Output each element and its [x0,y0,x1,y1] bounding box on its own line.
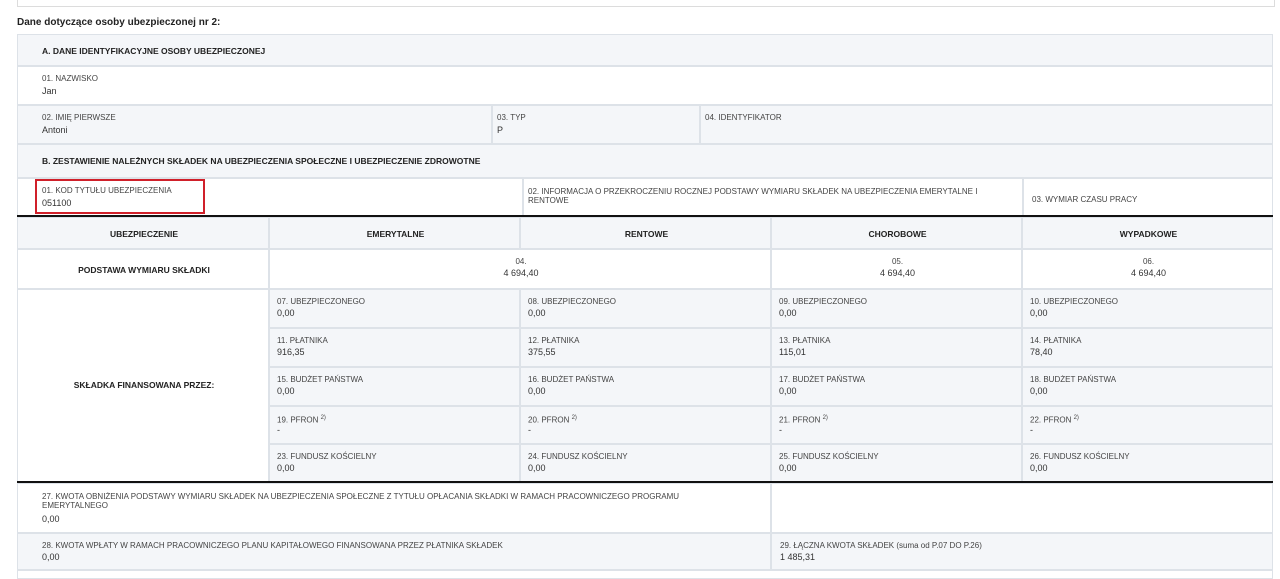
footnote-mark: 2) [1073,415,1079,421]
contribution-cell [1022,444,1273,482]
contribution-cell [520,289,771,328]
field-value: 0,00 [1030,308,1048,318]
field-identifier [700,105,1273,144]
field-label: 03. TYP [497,113,526,122]
field-first-name [17,105,492,144]
contribution-cell [269,406,520,444]
base-row-label-cell [17,249,269,289]
section-b-header [17,144,1273,178]
contribution-cell [1022,367,1273,406]
contribution-cell [520,328,771,367]
field-type [492,105,700,144]
insured-person-form [17,34,1273,579]
field-ppk-payment [17,533,771,570]
contribution-cell [269,444,520,482]
field-label: 03. WYMIAR CZASU PRACY [1032,195,1138,204]
col-header-accident [1022,217,1273,249]
section-a-title: A. DANE IDENTYFIKACYJNE OSOBY UBEZPIECZONEJ [42,46,266,56]
field-label: 01. NAZWISKO [42,74,99,83]
footnote-mark: 2) [822,415,828,421]
section-b-title: B. ZESTAWIENIE NALEŻNYCH SKŁADEK NA UBEZPIECZENIA SPOŁECZNE I UBEZPIECZENIE ZDROWOTNE [42,156,481,166]
col-header-disability [520,217,771,249]
field-value: 0,00 [1030,386,1048,396]
contribution-cell [520,367,771,406]
field-label: 17. BUDŻET PAŃSTWA [779,375,866,384]
base-pension-disability [269,249,771,289]
field-value: 0,00 [528,386,546,396]
field-value: 4 694,40 [503,268,539,278]
col-header-label: WYPADKOWE [1119,229,1178,239]
field-value: 4 694,40 [879,268,916,278]
field-value: 78,40 [1030,347,1053,357]
field-value: Jan [42,86,57,96]
field-label: 19. PFRON $^{2)}$ [277,415,326,425]
contribution-cell [1022,289,1273,328]
previous-section-edge [17,0,1275,7]
field-value: 0,00 [42,514,60,524]
field-working-time [1023,178,1273,216]
col-header-insurance [17,217,269,249]
field-value: Antoni [42,125,68,135]
section-a-header [17,34,1273,66]
field-value: 0,00 [1030,463,1048,473]
contribution-cell [771,406,1022,444]
field-number: 04. [515,257,527,266]
field-label: 21. PFRON $^{2)}$ [779,415,828,425]
field-label: 29. ŁĄCZNA KWOTA SKŁADEK (suma od P.07 DO P.26) [780,541,982,550]
field-total-contributions [771,533,1273,570]
contribution-cell [771,328,1022,367]
field-value: 0,00 [277,386,295,396]
field-value: 0,00 [779,308,797,318]
col-header-pension [269,217,520,249]
field-value: - [528,425,531,435]
next-section-edge [17,570,1273,579]
financed-by-label: SKŁADKA FINANSOWANA PRZEZ: [73,380,215,390]
insured-person-heading: Dane dotyczące osoby ubezpieczonej nr 2: [17,17,221,28]
field-value: 0,00 [779,463,797,473]
field-label: 15. BUDŻET PAŃSTWA [277,375,364,384]
field-label: 11. PŁATNIKA [277,336,328,345]
field-value: 375,55 [528,347,556,357]
contribution-cell [520,444,771,482]
base-sickness [771,249,1022,289]
field-label: 24. FUNDUSZ KOŚCIELNY [528,452,628,461]
field-value: - [277,425,280,435]
field-label: 27. KWOTA OBNIŻENIA PODSTAWY WYMIARU SKŁADEK NA UBEZPIECZENIA SPOŁECZNE Z TYTUŁU OPŁACANIA SKŁADKI W RAMACH PRACOWNICZEGO PROGRAMU EMERYTALNEGO [42,492,680,510]
field-value: - [779,425,782,435]
field-value: 0,00 [277,463,295,473]
field-number: 05. [891,257,904,266]
base-accident [1022,249,1273,289]
field-label: 09. UBEZPIECZONEGO [779,297,868,306]
field-label: 18. BUDŻET PAŃSTWA [1030,375,1117,384]
base-row-label: PODSTAWA WYMIARU SKŁADKI [78,265,210,275]
field-label: 02. INFORMACJA O PRZEKROCZENIU ROCZNEJ PODSTAWY WYMIARU SKŁADEK NA UBEZPIECZENIA EMERYTALNE I RENTOWE [528,187,978,205]
contribution-cell [771,289,1022,328]
field-value: 0,00 [528,308,546,318]
empty-cell [771,483,1273,533]
field-value: P [497,125,504,135]
highlight-box [35,179,205,214]
contribution-cell [1022,406,1273,444]
field-annual-limit-info [523,178,1023,216]
field-value: 0,00 [42,552,60,562]
field-label: 08. UBEZPIECZONEGO [528,297,617,306]
footnote-mark: 2) [320,415,326,421]
col-header-label: UBEZPIECZENIE [109,229,178,239]
field-label: 16. BUDŻET PAŃSTWA [528,375,615,384]
field-value: - [1030,425,1033,435]
field-value: 1 485,31 [780,552,816,562]
col-header-sickness [771,217,1022,249]
field-label: 13. PŁATNIKA [779,336,831,345]
field-number: 06. [1142,257,1155,266]
field-value: 0,00 [277,308,295,318]
field-label: 26. FUNDUSZ KOŚCIELNY [1030,452,1130,461]
field-label: 10. UBEZPIECZONEGO [1030,297,1119,306]
field-label: 04. IDENTYFIKATOR [705,113,782,122]
field-label: 12. PŁATNIKA [528,336,580,345]
col-header-label: CHOROBOWE [868,229,927,239]
field-surname [17,66,1273,105]
contribution-cell [520,406,771,444]
field-value: 115,01 [779,347,806,357]
contribution-cell [269,328,520,367]
field-label: 20. PFRON $^{2)}$ [528,415,577,425]
field-label: 22. PFRON $^{2)}$ [1030,415,1079,425]
field-label: 25. FUNDUSZ KOŚCIELNY [779,452,879,461]
footnote-mark: 2) [571,415,577,421]
field-value: 051100 [42,198,72,208]
field-value: 4 694,40 [1130,268,1167,278]
contribution-cell [771,367,1022,406]
field-label: 01. KOD TYTUŁU UBEZPIECZENIA [42,186,172,195]
field-value: 916,35 [277,347,305,357]
contribution-cell [269,367,520,406]
field-value: 0,00 [528,463,546,473]
contribution-cell [269,289,520,328]
financed-by-cell [17,289,269,482]
field-label: 07. UBEZPIECZONEGO [277,297,366,306]
col-header-label: EMERYTALNE [366,229,425,239]
field-label: 02. IMIĘ PIERWSZE [42,113,116,122]
field-value: 0,00 [779,386,797,396]
contribution-cell [771,444,1022,482]
field-label: 14. PŁATNIKA [1030,336,1082,345]
field-ppe-reduction [17,483,771,533]
col-header-label: RENTOWE [624,229,669,239]
contribution-cell [1022,328,1273,367]
field-label: 23. FUNDUSZ KOŚCIELNY [277,452,377,461]
field-label: 28. KWOTA WPŁATY W RAMACH PRACOWNICZEGO PLANU KAPITAŁOWEGO FINANSOWANA PRZEZ PŁATNIKA SKŁADEK [42,541,503,550]
